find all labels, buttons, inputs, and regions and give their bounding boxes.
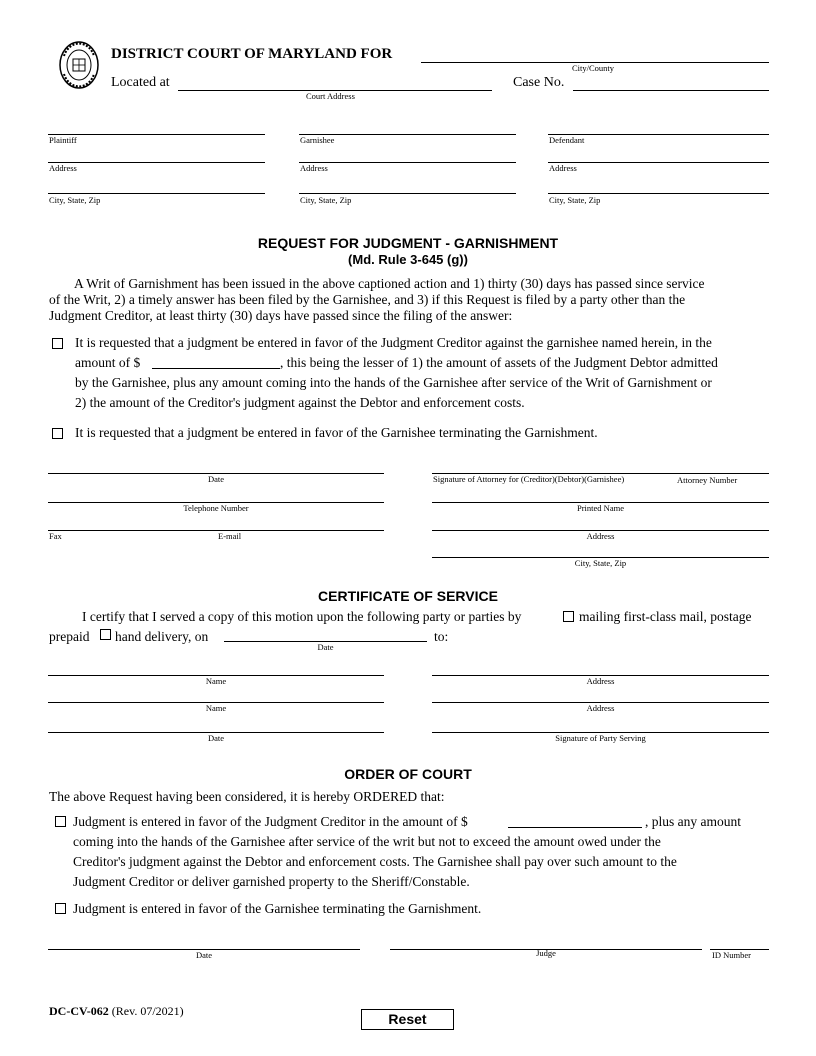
case-no-field[interactable] <box>573 90 769 91</box>
court-address-label: Court Address <box>306 91 355 101</box>
request-title: REQUEST FOR JUDGMENT - GARNISHMENT <box>257 235 559 251</box>
plaintiff-city-field[interactable] <box>48 193 265 194</box>
email-label: E-mail <box>218 531 242 541</box>
attorney-number-label: Attorney Number <box>677 475 738 485</box>
order-opt1-line1a: Judgment is entered in favor of the Judgment Creditor in the amount of $ <box>73 814 468 829</box>
request-opt1-line2b: , this being the lesser of 1) the amount of assets of the Judgment Debtor admitted <box>280 355 718 370</box>
plaintiff-label: Plaintiff <box>49 135 77 145</box>
defendant-address-label: Address <box>549 163 577 173</box>
form-id-block <box>49 1004 184 1019</box>
request-opt1-line4: 2) the amount of the Creditor's judgment against the Debtor and enforcement costs. <box>75 395 525 410</box>
party1-address-label: Address <box>586 676 615 686</box>
certificate-line2b: hand delivery, on <box>115 629 209 644</box>
defendant-address-field[interactable] <box>548 162 769 163</box>
attorney-signature-label: Signature of Attorney for (Creditor)(Debtor)(Garnishee) <box>433 474 625 484</box>
court-title: DISTRICT COURT OF MARYLAND FOR <box>111 46 393 62</box>
certificate-line1b: mailing first-class mail, postage <box>579 609 752 624</box>
order-date-label: Date <box>195 950 213 960</box>
defendant-label: Defendant <box>549 135 585 145</box>
order-amount-field[interactable] <box>508 813 642 828</box>
order-opt1-line2: coming into the hands of the Garnishee after service of the writ but not to exceed the amount owed under the <box>73 834 661 849</box>
certificate-title: CERTIFICATE OF SERVICE <box>318 588 498 604</box>
party1-name-label: Name <box>205 676 227 686</box>
located-at-label: Located at <box>111 75 170 90</box>
garnishee-label: Garnishee <box>300 135 335 145</box>
case-no-label: Case No. <box>513 75 565 90</box>
order-opt1-line4: Judgment Creditor or deliver garnished property to the Sheriff/Constable. <box>73 874 470 889</box>
request-garnishee-checkbox[interactable] <box>52 428 63 439</box>
garnishee-address-field[interactable] <box>299 162 516 163</box>
request-opt1-line2a: amount of $ <box>75 355 141 370</box>
mail-checkbox[interactable] <box>563 611 574 622</box>
intro-line-1: A Writ of Garnishment has been issued in the above captioned action and 1) thirty (30) days has passed since service <box>74 276 705 291</box>
defendant-city-field[interactable] <box>548 193 769 194</box>
plaintiff-address-field[interactable] <box>48 162 265 163</box>
request-opt1-line3: by the Garnishee, plus any amount coming into the hands of the Garnishee after service of the Writ of Garnishment or <box>75 375 712 390</box>
city-county-label: City/County <box>572 63 615 73</box>
plaintiff-address-label: Address <box>49 163 77 173</box>
request-creditor-checkbox[interactable] <box>52 338 63 349</box>
intro-line-2: of the Writ, 2) a timely answer has been filed by the Garnishee, and 3) if this Request is filed by a party other than the <box>49 292 686 307</box>
order-title: ORDER OF COURT <box>344 766 472 782</box>
certificate-line2a: prepaid <box>49 629 90 644</box>
date-label: Date <box>207 474 225 484</box>
certificate-line2c: to: <box>434 629 449 644</box>
request-subtitle: (Md. Rule 3-645 (g)) <box>348 252 468 267</box>
plaintiff-field[interactable] <box>48 134 265 135</box>
hand-delivery-checkbox[interactable] <box>100 629 111 640</box>
certificate-line1a: I certify that I served a copy of this motion upon the following party or parties by <box>82 609 522 624</box>
request-opt1-line1: It is requested that a judgment be entered in favor of the Judgment Creditor against the garnishee named herein, in the <box>75 335 712 350</box>
defendant-city-label: City, State, Zip <box>549 195 601 205</box>
printed-name-label: Printed Name <box>577 503 624 513</box>
party2-address-label: Address <box>586 703 615 713</box>
service-date-label: Date <box>317 642 334 652</box>
court-seal-icon <box>58 40 100 90</box>
attorney-address-label: Address <box>586 531 615 541</box>
request-opt2: It is requested that a judgment be entered in favor of the Garnishee terminating the Garnishment. <box>75 425 598 440</box>
garnishee-address-label: Address <box>300 163 328 173</box>
serving-signature-label: Signature of Party Serving <box>555 733 646 743</box>
telephone-label: Telephone Number <box>183 503 249 513</box>
attorney-city-label: City, State, Zip <box>574 558 627 568</box>
order-opt1-line1b: , plus any amount <box>645 814 741 829</box>
order-intro: The above Request having been considered, it is hereby ORDERED that: <box>49 789 445 804</box>
reset-button[interactable]: Reset <box>361 1009 454 1030</box>
party2-name-label: Name <box>205 703 227 713</box>
intro-line-3: Judgment Creditor, at least thirty (30) days have passed since the filing of the answer: <box>49 308 513 323</box>
order-opt2: Judgment is entered in favor of the Garnishee terminating the Garnishment. <box>73 901 482 916</box>
plaintiff-city-label: City, State, Zip <box>49 195 101 205</box>
garnishee-city-label: City, State, Zip <box>300 195 352 205</box>
form-revision: (Rev. 07/2021) <box>111 1004 184 1018</box>
request-amount-field[interactable] <box>152 354 280 369</box>
order-opt1-line3: Creditor's judgment against the Debtor and enforcement costs. The Garnishee shall pay over such amount to the <box>73 854 677 869</box>
garnishee-city-field[interactable] <box>299 193 516 194</box>
form-id: DC-CV-062 <box>49 1004 109 1018</box>
certificate-date-label: Date <box>207 733 225 743</box>
fax-label: Fax <box>49 531 62 541</box>
order-creditor-checkbox[interactable] <box>55 816 66 827</box>
judge-label: Judge <box>536 948 556 958</box>
order-garnishee-checkbox[interactable] <box>55 903 66 914</box>
id-number-label: ID Number <box>712 950 751 960</box>
fax-email-field[interactable] <box>48 530 384 531</box>
